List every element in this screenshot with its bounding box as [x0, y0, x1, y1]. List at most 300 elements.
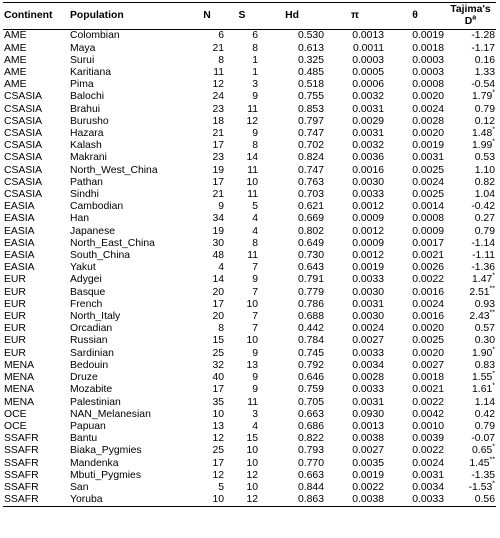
cell-tajima — [445, 79, 496, 91]
cell-tajima — [445, 55, 496, 67]
cell-continent: SSAFR — [3, 494, 69, 507]
cell-hd: 0.669 — [297, 213, 324, 225]
header-s: S — [225, 3, 259, 30]
cell-s: 14 — [246, 152, 258, 164]
cell-pi: 0.0005 — [352, 67, 384, 79]
cell-pi: 0.0013 — [352, 30, 384, 42]
cell-pi: 0.0032 — [352, 140, 384, 152]
cell-theta: 0.0020 — [412, 323, 444, 335]
cell-s: 7 — [252, 262, 258, 274]
table-row — [3, 335, 496, 347]
table-row — [3, 421, 496, 433]
table-row — [3, 201, 496, 213]
table-header — [3, 3, 496, 30]
cell-population: Orcadian — [70, 323, 113, 335]
tajima-value: 1.79 — [472, 91, 493, 103]
cell-pi: 0.0031 — [352, 128, 384, 140]
table-row — [3, 140, 496, 152]
cell-s: 3 — [252, 79, 258, 91]
cell-pi: 0.0028 — [352, 372, 384, 384]
significance-marker: * — [492, 346, 495, 354]
cell-n: 21 — [212, 128, 224, 140]
significance-marker: * — [492, 370, 495, 378]
cell-theta: 0.0031 — [412, 469, 444, 481]
header-tajima-label: Tajima's D — [450, 4, 491, 28]
cell-hd: 0.763 — [297, 176, 324, 188]
cell-tajima — [445, 335, 496, 347]
cell-continent: EUR — [4, 286, 26, 298]
cell-population: Adygei — [70, 274, 102, 286]
cell-pi: 0.0012 — [352, 250, 384, 262]
table-row — [3, 116, 496, 128]
table-row — [3, 79, 496, 91]
cell-hd: 0.442 — [297, 323, 324, 335]
cell-continent: EASIA — [4, 262, 35, 274]
cell-population: Yakut — [70, 262, 96, 274]
table-row — [3, 445, 496, 457]
cell-theta: 0.0020 — [412, 91, 444, 103]
cell-n: 9 — [218, 201, 224, 213]
cell-s: 8 — [252, 42, 258, 54]
cell-hd: 0.853 — [297, 103, 324, 115]
cell-hd: 0.688 — [297, 311, 324, 323]
tajima-value: 2.51 — [469, 286, 490, 298]
cell-n: 30 — [212, 237, 224, 249]
tajima-value: 1.04 — [474, 189, 495, 201]
significance-marker: * — [492, 138, 495, 146]
table-row — [3, 323, 496, 335]
cell-s: 9 — [252, 274, 258, 286]
cell-hd: 0.485 — [297, 67, 324, 79]
cell-population: French — [70, 298, 103, 310]
cell-population: North_East_China — [70, 237, 155, 249]
cell-hd: 0.745 — [297, 347, 324, 359]
header-hd: Hd — [259, 3, 325, 30]
cell-tajima — [445, 152, 496, 164]
cell-population: Sindhi — [70, 189, 99, 201]
cell-hd: 0.791 — [297, 274, 324, 286]
cell-hd: 0.663 — [297, 408, 324, 420]
cell-tajima — [445, 165, 496, 177]
cell-theta: 0.0026 — [412, 262, 444, 274]
cell-hd: 0.621 — [297, 201, 324, 213]
cell-continent: EASIA — [4, 250, 35, 262]
cell-tajima — [445, 116, 496, 128]
cell-hd: 0.797 — [297, 115, 324, 127]
table-row — [3, 384, 496, 396]
table-row — [3, 152, 496, 164]
cell-tajima — [445, 372, 496, 384]
cell-hd: 0.747 — [297, 128, 324, 140]
table-row — [3, 213, 496, 225]
table-row — [3, 482, 496, 494]
cell-hd: 0.702 — [297, 140, 324, 152]
cell-pi: 0.0034 — [352, 359, 384, 371]
cell-theta: 0.0024 — [412, 176, 444, 188]
cell-population: Pathan — [70, 176, 103, 188]
cell-population: Burusho — [70, 115, 109, 127]
cell-n: 21 — [212, 189, 224, 201]
cell-s: 10 — [246, 335, 258, 347]
cell-tajima — [445, 189, 496, 201]
tajima-value: -1.28 — [471, 30, 495, 42]
cell-continent: MENA — [4, 359, 35, 371]
cell-n: 17 — [212, 298, 224, 310]
cell-population: North_West_China — [70, 164, 158, 176]
tajima-value: 0.12 — [474, 115, 495, 127]
cell-tajima — [445, 177, 496, 189]
cell-continent: CSASIA — [4, 152, 43, 164]
cell-n: 8 — [218, 54, 224, 66]
cell-s: 9 — [252, 372, 258, 384]
cell-tajima — [445, 274, 496, 286]
cell-s: 11 — [247, 103, 258, 115]
cell-pi: 0.0027 — [352, 445, 384, 457]
cell-population: North_Italy — [70, 311, 121, 323]
cell-n: 25 — [212, 347, 224, 359]
cell-tajima — [445, 409, 496, 421]
table-row — [3, 177, 496, 189]
cell-theta: 0.0025 — [412, 335, 444, 347]
cell-population: Kalash — [70, 140, 102, 152]
cell-n: 11 — [213, 67, 224, 79]
table-row — [3, 165, 496, 177]
header-n: N — [189, 3, 225, 30]
table-row — [3, 189, 496, 201]
cell-n: 20 — [212, 286, 224, 298]
tajima-value: 0.27 — [474, 213, 495, 225]
table-row — [3, 91, 496, 103]
cell-theta: 0.0010 — [412, 420, 444, 432]
tajima-value: 0.79 — [474, 420, 495, 432]
cell-hd: 0.759 — [297, 384, 324, 396]
cell-n: 25 — [212, 445, 224, 457]
cell-population: Druze — [70, 372, 98, 384]
table-row — [3, 30, 496, 43]
tajima-value: -0.07 — [471, 433, 495, 445]
cell-continent: EUR — [4, 335, 26, 347]
cell-population: Pima — [70, 79, 94, 91]
cell-continent: CSASIA — [4, 189, 43, 201]
cell-n: 10 — [189, 494, 225, 507]
cell-continent: CSASIA — [4, 140, 43, 152]
tajima-value: 0.42 — [474, 408, 495, 420]
cell-theta: 0.0009 — [412, 225, 444, 237]
tajima-value: 0.79 — [474, 225, 495, 237]
cell-population: South_China — [70, 250, 131, 262]
cell-hd: 0.325 — [297, 54, 324, 66]
cell-pi: 0.0930 — [352, 408, 384, 420]
cell-n: 5 — [218, 481, 224, 493]
cell-tajima — [445, 433, 496, 445]
cell-hd: 0.613 — [297, 42, 324, 54]
cell-n: 17 — [212, 384, 224, 396]
cell-pi: 0.0024 — [352, 323, 384, 335]
cell-continent: SSAFR — [4, 469, 39, 481]
cell-theta: 0.0022 — [412, 274, 444, 286]
cell-theta: 0.0028 — [412, 115, 444, 127]
cell-s: 7 — [252, 323, 258, 335]
cell-s: 11 — [247, 250, 258, 262]
table-row — [3, 262, 496, 274]
cell-s: 9 — [252, 91, 258, 103]
cell-population: Brahui — [70, 103, 101, 115]
tajima-value: -1.17 — [471, 42, 495, 54]
cell-theta: 0.0008 — [412, 79, 444, 91]
cell-hd: 0.779 — [297, 286, 324, 298]
cell-hd: 0.730 — [297, 250, 324, 262]
cell-population: Palestinian — [70, 396, 121, 408]
cell-s: 4 — [252, 420, 258, 432]
cell-tajima — [445, 287, 496, 299]
cell-theta: 0.0014 — [412, 201, 444, 213]
cell-continent: EUR — [4, 311, 26, 323]
tajima-value: 0.16 — [474, 54, 495, 66]
cell-continent: SSAFR — [4, 445, 39, 457]
table-row — [3, 494, 496, 507]
cell-continent: AME — [4, 42, 27, 54]
cell-theta: 0.0008 — [412, 213, 444, 225]
tajima-value: 1.14 — [474, 396, 495, 408]
cell-theta: 0.0019 — [412, 140, 444, 152]
cell-n: 10 — [212, 408, 224, 420]
cell-n: 34 — [212, 213, 224, 225]
cell-continent: EASIA — [4, 225, 35, 237]
cell-n: 17 — [212, 140, 224, 152]
table-row — [3, 274, 496, 286]
cell-pi: 0.0031 — [352, 103, 384, 115]
cell-theta: 0.0003 — [412, 67, 444, 79]
significance-marker: * — [492, 480, 495, 488]
cell-tajima — [445, 311, 496, 323]
header-pi: π — [325, 3, 385, 30]
cell-hd: 0.784 — [297, 335, 324, 347]
cell-tajima — [445, 445, 496, 457]
cell-continent: MENA — [4, 372, 35, 384]
table-row — [3, 226, 496, 238]
cell-continent: CSASIA — [4, 164, 43, 176]
cell-population: Hazara — [70, 128, 104, 140]
cell-population: Balochi — [70, 91, 105, 103]
cell-hd: 0.530 — [297, 30, 324, 42]
tajima-value: 1.90 — [472, 347, 493, 359]
cell-continent: EASIA — [4, 201, 35, 213]
cell-hd: 0.703 — [297, 189, 324, 201]
table-row — [3, 397, 496, 409]
table-row — [3, 55, 496, 67]
cell-theta: 0.0042 — [412, 408, 444, 420]
cell-s: 10 — [246, 176, 258, 188]
cell-hd: 0.747 — [297, 164, 324, 176]
cell-theta: 0.0020 — [412, 128, 444, 140]
cell-population: Russian — [70, 335, 108, 347]
cell-pi: 0.0006 — [352, 79, 384, 91]
tajima-value: -1.14 — [471, 237, 495, 249]
cell-continent: EUR — [4, 298, 26, 310]
cell-hd: 0.802 — [297, 225, 324, 237]
significance-marker: ** — [489, 309, 495, 317]
tajima-value: 1.33 — [474, 67, 495, 79]
tajima-value: -0.42 — [471, 201, 495, 213]
cell-tajima — [445, 323, 496, 335]
cell-hd: 0.844 — [297, 481, 324, 493]
cell-tajima — [445, 238, 496, 250]
significance-marker: * — [492, 273, 495, 280]
cell-tajima — [445, 458, 496, 470]
cell-population: Makrani — [70, 152, 107, 164]
tajima-value: 0.57 — [474, 323, 495, 335]
cell-n: 35 — [212, 396, 224, 408]
table-row — [3, 470, 496, 482]
cell-continent: EUR — [4, 274, 26, 286]
cell-pi: 0.0033 — [352, 189, 384, 201]
table-row — [3, 433, 496, 445]
cell-population: Sardinian — [70, 347, 114, 359]
cell-continent: EUR — [4, 323, 26, 335]
tajima-value: 0.82 — [474, 176, 495, 188]
table-row — [3, 238, 496, 250]
cell-pi: 0.0031 — [352, 298, 384, 310]
cell-s: 8 — [252, 140, 258, 152]
cell-tajima — [445, 299, 496, 311]
significance-marker: * — [492, 443, 495, 451]
table-row — [3, 311, 496, 323]
cell-continent: AME — [4, 30, 27, 42]
cell-continent: AME — [4, 54, 27, 66]
cell-theta: 0.0025 — [412, 189, 444, 201]
cell-pi: 0.0013 — [352, 420, 384, 432]
cell-s: 3 — [252, 408, 258, 420]
cell-pi: 0.0031 — [352, 396, 384, 408]
cell-population: Basque — [70, 286, 106, 298]
cell-hd: 0.822 — [297, 433, 324, 445]
cell-theta: 0.0019 — [412, 30, 444, 42]
cell-continent: CSASIA — [4, 128, 43, 140]
significance-marker: * — [492, 382, 495, 390]
cell-n: 40 — [212, 372, 224, 384]
cell-tajima — [445, 482, 496, 494]
cell-theta: 0.0016 — [412, 311, 444, 323]
cell-continent: SSAFR — [4, 457, 39, 469]
cell-tajima — [445, 67, 496, 79]
cell-pi: 0.0029 — [352, 115, 384, 127]
cell-s: 7 — [252, 286, 258, 298]
tajima-value: 2.43 — [469, 311, 490, 323]
cell-s: 1 — [252, 54, 258, 66]
cell-s: 10 — [246, 481, 258, 493]
cell-n: 48 — [212, 250, 224, 262]
table-body — [3, 30, 496, 507]
cell-pi: 0.0030 — [352, 176, 384, 188]
table-row — [3, 372, 496, 384]
table-row — [3, 67, 496, 79]
cell-n: 8 — [218, 323, 224, 335]
cell-n: 6 — [218, 30, 224, 42]
cell-theta: 0.0022 — [412, 445, 444, 457]
cell-n: 19 — [212, 164, 224, 176]
cell-hd: 0.786 — [297, 298, 324, 310]
cell-n: 20 — [212, 311, 224, 323]
cell-hd: 0.643 — [297, 262, 324, 274]
tajima-value: 0.83 — [474, 359, 495, 371]
cell-pi: 0.0019 — [352, 262, 384, 274]
cell-theta: 0.0016 — [412, 286, 444, 298]
cell-continent: CSASIA — [4, 176, 43, 188]
cell-theta: 0.0024 — [412, 298, 444, 310]
cell-tajima — [445, 201, 496, 213]
cell-tajima — [445, 43, 496, 55]
cell-n: 4 — [218, 262, 224, 274]
cell-s: 4 — [252, 213, 258, 225]
cell-theta: 0.0018 — [412, 372, 444, 384]
tajima-value: 1.99 — [472, 140, 493, 152]
header-tajima — [445, 3, 496, 30]
cell-tajima — [445, 421, 496, 433]
table-row — [3, 458, 496, 470]
cell-tajima — [445, 91, 496, 103]
cell-population: Mozabite — [70, 384, 113, 396]
cell-s: 11 — [247, 189, 258, 201]
significance-marker: * — [492, 89, 495, 97]
cell-theta: 0.0018 — [412, 42, 444, 54]
cell-tajima — [445, 384, 496, 396]
cell-continent: SSAFR — [4, 481, 39, 493]
significance-marker: ** — [489, 285, 495, 293]
cell-pi: 0.0033 — [352, 384, 384, 396]
significance-marker: ** — [489, 456, 495, 464]
cell-population: NAN_Melanesian — [70, 408, 151, 420]
cell-s: 11 — [247, 396, 258, 408]
cell-population: Mandenka — [70, 457, 119, 469]
cell-s: 12 — [225, 494, 259, 507]
header-continent: Continent — [3, 3, 69, 30]
cell-population: Karitiana — [70, 67, 112, 79]
cell-hd: 0.649 — [297, 237, 324, 249]
tajima-value: 0.79 — [474, 103, 495, 115]
cell-population: Papuan — [70, 420, 106, 432]
cell-theta: 0.0022 — [412, 396, 444, 408]
tajima-value: 1.47 — [472, 274, 493, 286]
table-row — [3, 409, 496, 421]
cell-population: Mbuti_Pygmies — [70, 469, 142, 481]
cell-pi: 0.0022 — [352, 481, 384, 493]
cell-population: Maya — [70, 42, 96, 54]
cell-population: Han — [70, 213, 90, 225]
cell-theta: 0.0021 — [412, 250, 444, 262]
cell-population: Surui — [70, 54, 95, 66]
cell-pi: 0.0033 — [352, 347, 384, 359]
tajima-value: 0.65 — [472, 445, 493, 457]
cell-pi: 0.0009 — [352, 213, 384, 225]
cell-theta: 0.0039 — [412, 433, 444, 445]
cell-population: Biaka_Pygmies — [70, 445, 142, 457]
cell-hd: 0.793 — [297, 445, 324, 457]
tajima-value: 1.10 — [474, 164, 495, 176]
cell-n: 12 — [212, 433, 224, 445]
table-row — [3, 360, 496, 372]
tajima-value: 0.53 — [474, 152, 495, 164]
cell-hd: 0.518 — [297, 79, 324, 91]
cell-theta: 0.0027 — [412, 359, 444, 371]
cell-pi: 0.0030 — [352, 286, 384, 298]
cell-n: 24 — [212, 91, 224, 103]
cell-theta: 0.0020 — [412, 347, 444, 359]
cell-theta: 0.0024 — [412, 103, 444, 115]
cell-pi: 0.0032 — [352, 91, 384, 103]
table-row — [3, 250, 496, 262]
cell-population: Bedouin — [70, 359, 109, 371]
cell-s: 12 — [246, 115, 258, 127]
